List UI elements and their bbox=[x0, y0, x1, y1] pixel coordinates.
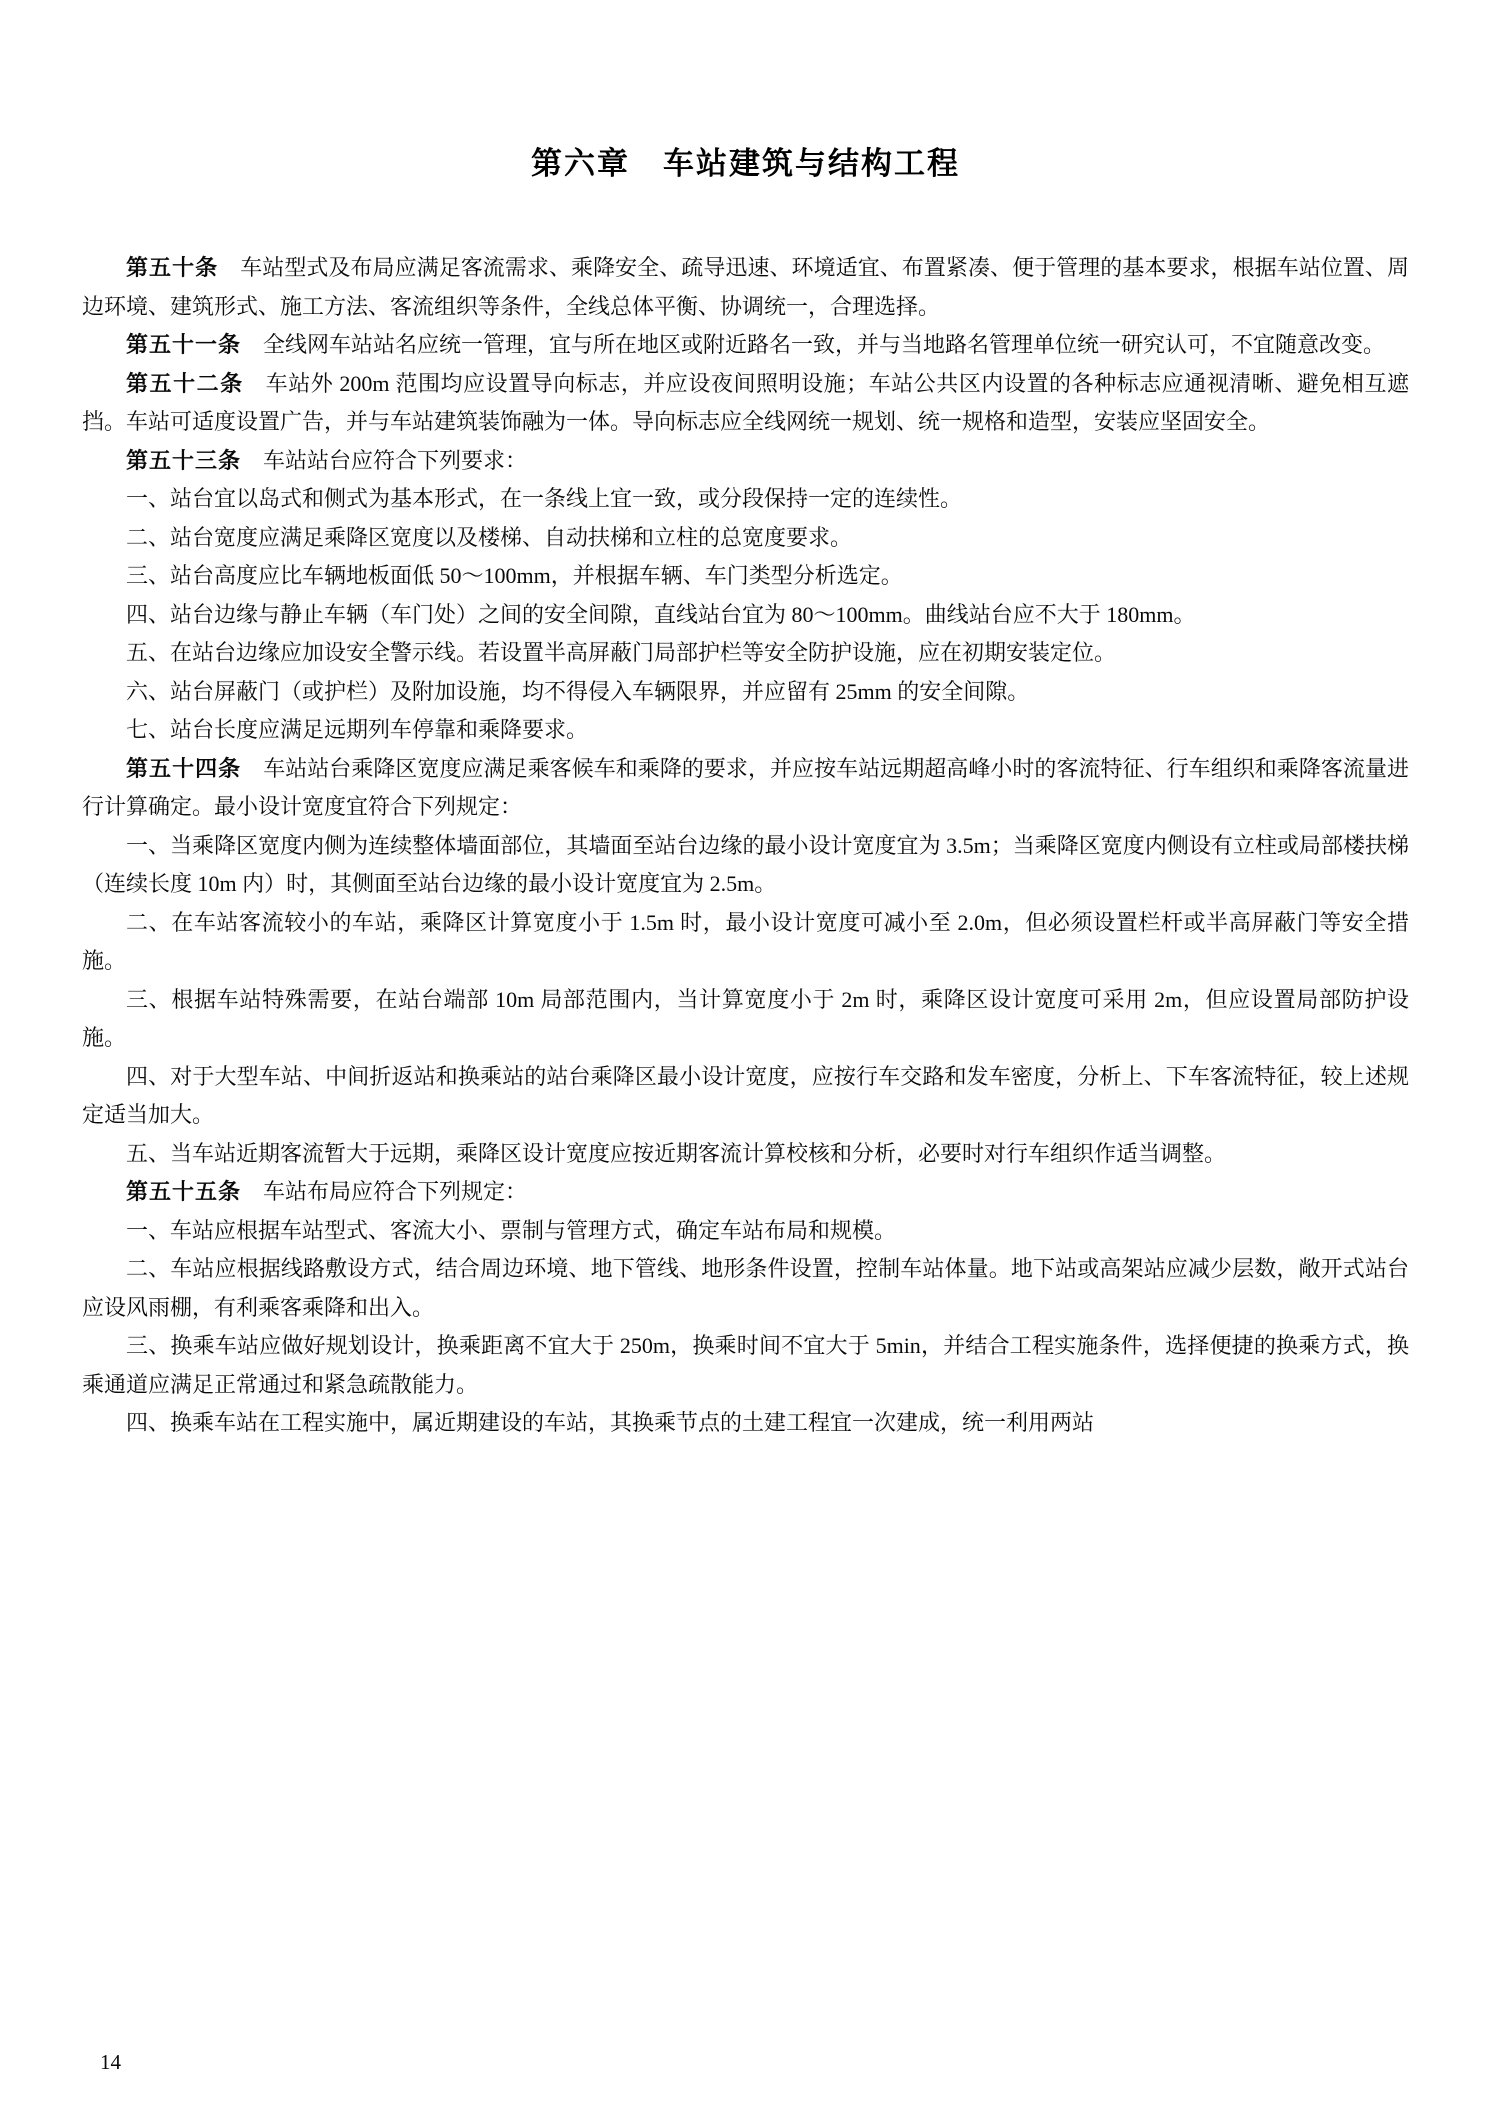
article-paragraph bbox=[82, 365, 1409, 442]
paragraph-text: 二、车站应根据线路敷设方式，结合周边环境、地下管线、地形条件设置，控制车站体量。地下站或高架站应减少层数，敞开式站台应设风雨棚，有利乘客乘降和出入。 bbox=[82, 1256, 1409, 1320]
list-item bbox=[82, 596, 1409, 635]
paragraph-text: 四、站台边缘与静止车辆（车门处）之间的安全间隙，直线站台宜为 80～100mm。曲线站台应不大于 180mm。 bbox=[126, 601, 1196, 627]
paragraph-text: 二、站台宽度应满足乘降区宽度以及楼梯、自动扶梯和立柱的总宽度要求。 bbox=[126, 524, 853, 550]
list-item bbox=[82, 1135, 1409, 1174]
list-item bbox=[82, 519, 1409, 558]
paragraph-text: 车站站台乘降区宽度应满足乘客候车和乘降的要求，并应按车站远期超高峰小时的客流特征、行车组织和乘降客流量进行计算确定。最小设计宽度宜符合下列规定： bbox=[82, 755, 1409, 819]
list-item bbox=[82, 827, 1409, 904]
paragraph-text: 四、换乘车站在工程实施中，属近期建设的车站，其换乘节点的土建工程宜一次建成，统一利用两站 bbox=[126, 1410, 1095, 1435]
paragraph-text: 三、站台高度应比车辆地板面低 50～100mm，并根据车辆、车门类型分析选定。 bbox=[126, 563, 903, 588]
paragraph-text: 五、在站台边缘应加设安全警示线。若设置半高屏蔽门局部护栏等安全防护设施，应在初期安装定位。 bbox=[126, 640, 1117, 665]
list-item bbox=[82, 1404, 1409, 1443]
list-item bbox=[82, 981, 1409, 1058]
paragraph-text: 四、对于大型车站、中间折返站和换乘站的站台乘降区最小设计宽度，应按行车交路和发车密度，分析上、下车客流特征，较上述规定适当加大。 bbox=[82, 1063, 1409, 1127]
paragraph-text: 一、站台宜以岛式和侧式为基本形式，在一条线上宜一致，或分段保持一定的连续性。 bbox=[126, 486, 963, 511]
paragraph-text: 车站外 200m 范围均应设置导向标志，并应设夜间照明设施；车站公共区内设置的各种标志应通视清晰、避免相互遮挡。车站可适度设置广告，并与车站建筑装饰融为一体。导向标志应全线网统一规划、统一规格和造型，安装应坚固安全。 bbox=[82, 370, 1409, 434]
paragraph-text: 车站型式及布局应满足客流需求、乘降安全、疏导迅速、环境适宜、布置紧凑、便于管理的基本要求，根据车站位置、周边环境、建筑形式、施工方法、客流组织等条件，全线总体平衡、协调统一，合理选择。 bbox=[82, 255, 1409, 319]
paragraph-text: 一、车站应根据车站型式、客流大小、票制与管理方式，确定车站布局和规模。 bbox=[126, 1217, 897, 1243]
list-item bbox=[82, 904, 1409, 981]
paragraph-text: 全线网车站站名应统一管理，宜与所在地区或附近路名一致，并与当地路名管理单位统一研究认可，不宜随意改变。 bbox=[263, 332, 1386, 357]
document-body bbox=[82, 249, 1409, 1443]
list-item bbox=[82, 673, 1409, 712]
paragraph-text: 三、换乘车站应做好规划设计，换乘距离不宜大于 250m，换乘时间不宜大于 5min，并结合工程实施条件，选择便捷的换乘方式，换乘通道应满足正常通过和紧急疏散能力。 bbox=[82, 1333, 1409, 1397]
list-item bbox=[82, 634, 1409, 673]
chapter-title: 第六章 车站建筑与结构工程 bbox=[531, 146, 960, 181]
article-paragraph bbox=[82, 1173, 1409, 1212]
list-item bbox=[82, 1250, 1409, 1327]
list-item bbox=[82, 1327, 1409, 1404]
list-item bbox=[82, 1058, 1409, 1135]
paragraph-text: 五、当车站近期客流暂大于远期，乘降区设计宽度应按近期客流计算校核和分析，必要时对行车组织作适当调整。 bbox=[126, 1140, 1227, 1166]
paragraph-text: 三、根据车站特殊需要，在站台端部 10m 局部范围内，当计算宽度小于 2m 时，乘降区设计宽度可采用 2m，但应设置局部防护设施。 bbox=[82, 986, 1409, 1050]
list-item bbox=[82, 711, 1409, 750]
article-number: 第五十条 bbox=[126, 255, 219, 280]
paragraph-text: 一、当乘降区宽度内侧为连续整体墙面部位，其墙面至站台边缘的最小设计宽度宜为 3.5m；当乘降区宽度内侧设有立柱或局部楼扶梯（连续长度 10m 内）时，其侧面至站台边缘的最小设计宽度宜为 2.5m。 bbox=[82, 832, 1409, 896]
list-item bbox=[82, 557, 1409, 596]
article-number: 第五十四条 bbox=[126, 755, 242, 781]
article-number: 第五十一条 bbox=[126, 332, 242, 357]
paragraph-text: 七、站台长度应满足远期列车停靠和乘降要求。 bbox=[126, 717, 589, 742]
list-item bbox=[82, 1212, 1409, 1251]
article-number: 第五十五条 bbox=[126, 1179, 242, 1204]
paragraph-text: 二、在车站客流较小的车站，乘降区计算宽度小于 1.5m 时，最小设计宽度可减小至 2.0m，但必须设置栏杆或半高屏蔽门等安全措施。 bbox=[82, 909, 1409, 973]
paragraph-text: 车站站台应符合下列要求： bbox=[263, 447, 528, 473]
article-paragraph bbox=[82, 326, 1409, 365]
article-number: 第五十三条 bbox=[126, 447, 242, 473]
article-paragraph bbox=[82, 249, 1409, 326]
article-paragraph bbox=[82, 442, 1409, 481]
article-number: 第五十二条 bbox=[126, 370, 244, 396]
page-number: 14 bbox=[100, 2050, 121, 2074]
paragraph-text: 车站布局应符合下列规定： bbox=[263, 1179, 528, 1204]
paragraph-text: 六、站台屏蔽门（或护栏）及附加设施，均不得侵入车辆限界，并应留有 25mm 的安全间隙。 bbox=[126, 678, 1030, 704]
article-paragraph bbox=[82, 750, 1409, 827]
list-item bbox=[82, 480, 1409, 519]
